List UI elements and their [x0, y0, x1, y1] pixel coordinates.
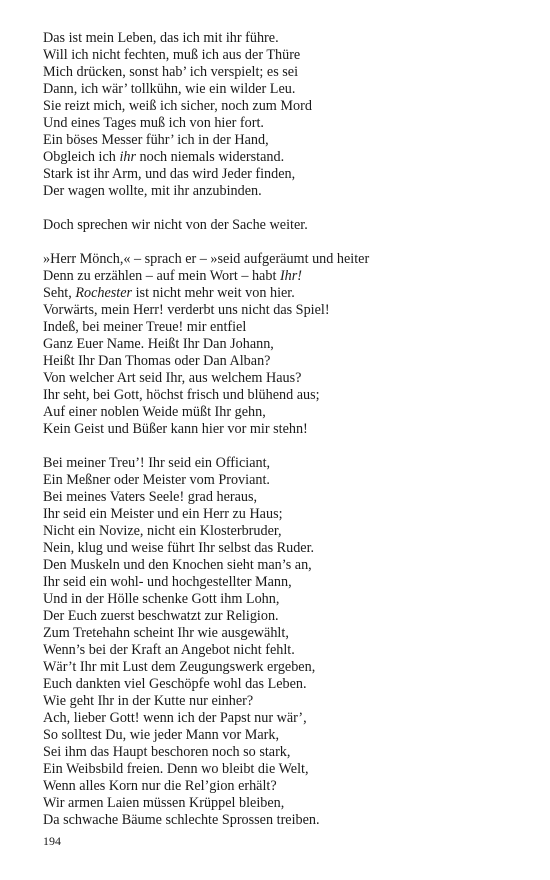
verse-line — [43, 659, 523, 676]
verse-line — [43, 370, 523, 387]
text-segment: Ganz Euer Name. Heißt Ihr Dan Johann, — [43, 336, 274, 352]
verse-line — [43, 727, 523, 744]
verse-line — [43, 285, 523, 302]
text-segment: Ach, lieber Gott! wenn ich der Papst nur wär’, — [43, 710, 307, 726]
text-segment: Wär’t Ihr mit Lust dem Zeugungswerk ergeben, — [43, 659, 316, 675]
verse-line — [43, 693, 523, 710]
stanza — [43, 455, 523, 829]
verse-line — [43, 64, 523, 81]
verse-line — [43, 132, 523, 149]
text-segment: Kein Geist und Büßer kann hier vor mir stehn! — [43, 421, 308, 437]
text-segment: Sie reizt mich, weiß ich sicher, noch zum Mord — [43, 98, 312, 114]
text-segment: Euch dankten viel Geschöpfe wohl das Leben. — [43, 676, 307, 692]
verse-line — [43, 47, 523, 64]
verse-line — [43, 166, 523, 183]
text-segment: Ihr seid ein Meister und ein Herr zu Haus; — [43, 506, 283, 522]
text-segment: Zum Tretehahn scheint Ihr wie ausgewählt, — [43, 625, 289, 641]
verse-line — [43, 421, 523, 438]
text-segment: Bei meiner Treu’! Ihr seid ein Officiant, — [43, 455, 271, 471]
text-segment: Mich drücken, sonst hab’ ich verspielt; es sei — [43, 64, 299, 80]
stanza — [43, 217, 523, 234]
verse-line — [43, 591, 523, 608]
verse-line — [43, 812, 523, 829]
verse-line — [43, 761, 523, 778]
verse-line — [43, 30, 523, 47]
verse-line — [43, 744, 523, 761]
verse-line — [43, 608, 523, 625]
text-segment: Ein böses Messer führ’ ich in der Hand, — [43, 132, 269, 148]
verse-line — [43, 455, 523, 472]
text-segment: Wenn alles Korn nur die Rel’gion erhält? — [43, 778, 277, 794]
verse-line — [43, 149, 523, 166]
text-segment: Und eines Tages muß ich von hier fort. — [43, 115, 264, 131]
text-segment: Der Euch zuerst beschwatzt zur Religion. — [43, 608, 279, 624]
verse-line — [43, 217, 523, 234]
verse-line — [43, 387, 523, 404]
text-segment: Bei meines Vaters Seele! grad heraus, — [43, 489, 258, 505]
verse-line — [43, 472, 523, 489]
text-segment: Dann, ich wär’ tollkühn, wie ein wilder Leu. — [43, 81, 296, 97]
text-segment: Doch sprechen wir nicht von der Sache weiter. — [43, 217, 308, 233]
verse-line — [43, 625, 523, 642]
text-segment: Da schwache Bäume schlechte Sprossen treiben. — [43, 812, 320, 828]
text-segment: Indeß, bei meiner Treue! mir entfiel — [43, 319, 247, 335]
text-segment: Wir armen Laien müssen Krüppel bleiben, — [43, 795, 285, 811]
verse-line — [43, 404, 523, 421]
text-segment: Ihr seht, bei Gott, höchst frisch und blühend aus; — [43, 387, 320, 403]
text-segment: Den Muskeln und den Knochen sieht man’s an, — [43, 557, 312, 573]
text-segment: Wenn’s bei der Kraft an Angebot nicht fehlt. — [43, 642, 295, 658]
text-segment: ist nicht mehr weit von hier. — [132, 285, 295, 301]
text-segment: Ein Meßner oder Meister vom Proviant. — [43, 472, 270, 488]
text-segment: Wie geht Ihr in der Kutte nur einher? — [43, 693, 254, 709]
verse-line — [43, 710, 523, 727]
emphasis-text: Rochester — [75, 285, 133, 301]
verse-line — [43, 251, 523, 268]
verse-line — [43, 353, 523, 370]
text-segment: Auf einer noblen Weide müßt Ihr gehn, — [43, 404, 266, 420]
text-segment: Will ich nicht fechten, muß ich aus der Thüre — [43, 47, 301, 63]
stanza — [43, 30, 523, 200]
verse-line — [43, 676, 523, 693]
verse-line — [43, 336, 523, 353]
text-segment: Und in der Hölle schenke Gott ihm Lohn, — [43, 591, 280, 607]
verse-line — [43, 642, 523, 659]
verse-line — [43, 81, 523, 98]
verse-line — [43, 506, 523, 523]
text-segment: Obgleich ich — [43, 149, 120, 165]
emphasis-text: Ihr! — [279, 268, 303, 284]
verse-line — [43, 540, 523, 557]
verse-line — [43, 489, 523, 506]
text-segment: Denn zu erzählen – auf mein Wort – habt — [43, 268, 280, 284]
text-segment: Der wagen wollte, mit ihr anzubinden. — [43, 183, 262, 199]
verse-line — [43, 268, 523, 285]
text-segment: Seht, — [43, 285, 76, 301]
emphasis-text: ihr — [119, 149, 136, 165]
text-segment: Ihr seid ein wohl- und hochgestellter Mann, — [43, 574, 292, 590]
page-number: 194 — [43, 834, 61, 848]
verse-line — [43, 795, 523, 812]
verse-line — [43, 778, 523, 795]
verse-line — [43, 98, 523, 115]
verse-line — [43, 574, 523, 591]
stanza — [43, 251, 523, 438]
text-segment: Von welcher Art seid Ihr, aus welchem Haus? — [43, 370, 302, 386]
poem-text — [43, 30, 523, 846]
text-segment: Vorwärts, mein Herr! verderbt uns nicht das Spiel! — [43, 302, 330, 318]
verse-line — [43, 319, 523, 336]
text-segment: Nicht ein Novize, nicht ein Klosterbruder, — [43, 523, 282, 539]
verse-line — [43, 183, 523, 200]
verse-line — [43, 115, 523, 132]
text-segment: Sei ihm das Haupt beschoren noch so stark, — [43, 744, 291, 760]
text-segment: Heißt Ihr Dan Thomas oder Dan Alban? — [43, 353, 271, 369]
text-segment: »Herr Mönch,« – sprach er – »seid aufgeräumt und heiter — [43, 251, 370, 267]
verse-line — [43, 523, 523, 540]
text-segment: noch niemals widerstand. — [136, 149, 285, 165]
text-segment: Stark ist ihr Arm, und das wird Jeder finden, — [43, 166, 296, 182]
text-segment: Das ist mein Leben, das ich mit ihr führe. — [43, 30, 279, 46]
verse-line — [43, 302, 523, 319]
verse-line — [43, 557, 523, 574]
text-segment: Nein, klug und weise führt Ihr selbst das Ruder. — [43, 540, 315, 556]
text-segment: Ein Weibsbild freien. Denn wo bleibt die Welt, — [43, 761, 309, 777]
text-segment: So solltest Du, wie jeder Mann vor Mark, — [43, 727, 280, 743]
